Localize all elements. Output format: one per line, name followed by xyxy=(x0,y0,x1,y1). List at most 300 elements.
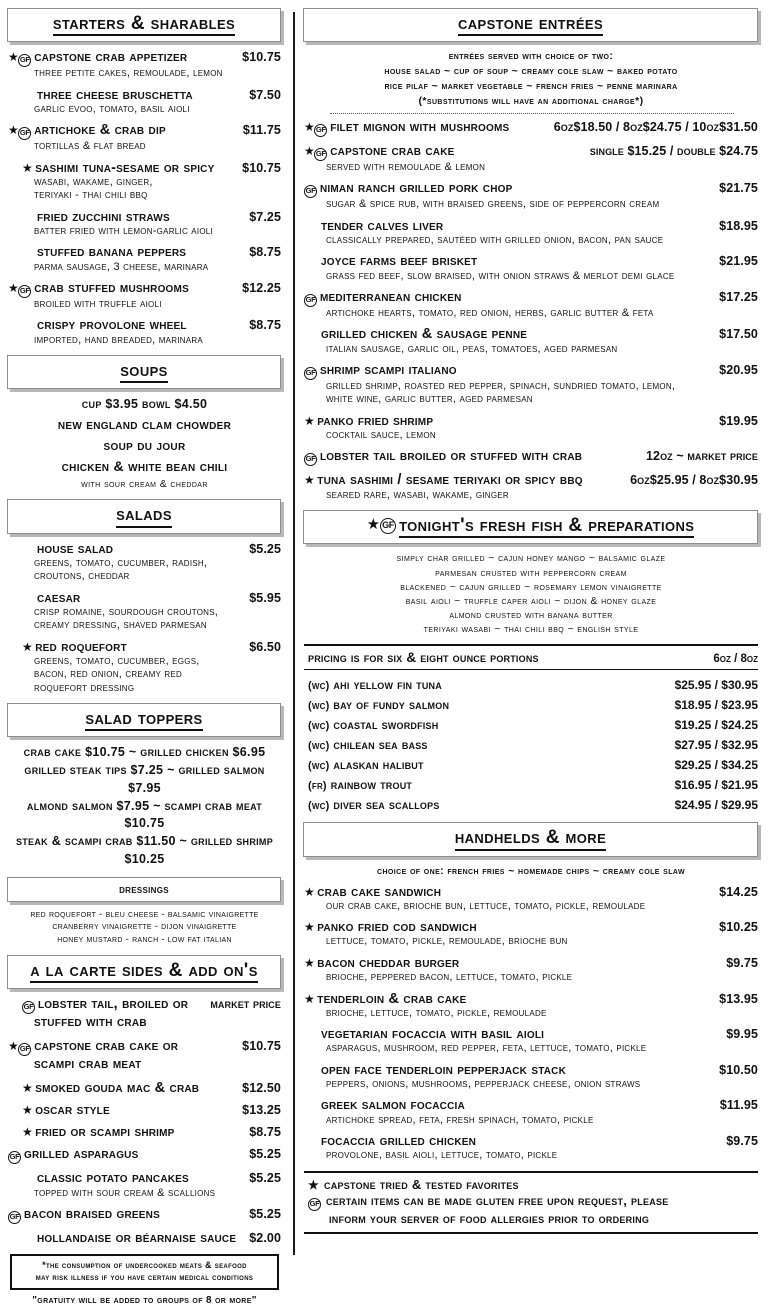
fish-origin-tag: (wc) xyxy=(308,759,330,772)
text-line: parmesan crusted with peppercorn cream xyxy=(435,566,627,579)
menu-item xyxy=(8,590,281,633)
menu-item xyxy=(304,180,758,211)
legend-gf-row-cont xyxy=(308,1211,758,1227)
item-price: $20.95 xyxy=(719,363,758,378)
legend-star-text: capstone tried & tested favorites xyxy=(324,1176,519,1192)
item-description: provolone, basil aioli, lettuce, tomato, pickle xyxy=(326,1149,558,1162)
item-marks xyxy=(304,291,320,307)
item-marks xyxy=(8,641,35,653)
section-header-dressings xyxy=(7,877,281,902)
gluten-free-icon: GF xyxy=(304,453,317,466)
gluten-free-icon: GF xyxy=(304,367,317,380)
fish-row xyxy=(308,674,758,694)
item-name: tender calves liver xyxy=(321,217,444,234)
menu-item xyxy=(304,448,758,466)
fish-origin-tag: (wc) xyxy=(308,799,330,812)
fish-pricing-header xyxy=(308,650,758,665)
menu-item xyxy=(304,1026,758,1056)
dressings-list xyxy=(10,909,279,947)
item-marks xyxy=(8,1104,35,1116)
gluten-free-icon: GF xyxy=(18,127,31,140)
item-name: vegetarian focaccia with basil aioli xyxy=(321,1026,545,1043)
fish-price: $29.25 / $34.25 xyxy=(674,757,758,772)
item-marks xyxy=(304,993,317,1005)
fish-origin-tag: (wc) xyxy=(308,719,330,732)
menu-item-line xyxy=(304,218,758,234)
menu-item-line xyxy=(8,1080,281,1096)
menu-item xyxy=(304,218,758,248)
section-title: capstone entrées xyxy=(458,13,603,36)
menu-item-line xyxy=(8,49,281,67)
section-header-soups xyxy=(7,355,281,389)
entrees-intro xyxy=(306,49,756,109)
menu-item-line xyxy=(8,1230,281,1246)
menu-item-line xyxy=(8,122,281,140)
item-name: bacon cheddar burger xyxy=(317,954,460,971)
section-header-handhelds xyxy=(303,822,758,856)
star-icon: ★ xyxy=(8,50,19,65)
text-line: with sour cream & cheddar xyxy=(81,478,208,491)
section-header-sides xyxy=(7,955,281,989)
item-name: mediterranean chicken xyxy=(320,288,462,305)
section-header-fresh-fish xyxy=(303,510,758,544)
menu-item-line xyxy=(304,119,758,137)
star-icon: ★ xyxy=(22,1102,33,1117)
star-icon: ★ xyxy=(22,1125,33,1140)
menu-item-line xyxy=(304,326,758,342)
item-description: asparagus, mushroom, red pepper, feta, lettuce, tomato, pickle xyxy=(326,1042,647,1055)
section-title: salads xyxy=(116,504,172,527)
fish-name: (fr) rainbow trout xyxy=(308,776,413,792)
menu-item xyxy=(8,1124,281,1140)
item-description: peppers, onions, mushrooms, pepperjack cheese, onion straws xyxy=(326,1078,641,1091)
fish-rule-bottom xyxy=(304,669,758,670)
fish-name: (wc) ahi yellow fin tuna xyxy=(308,676,442,692)
item-marks xyxy=(8,1082,35,1094)
menu-item-line xyxy=(8,160,281,176)
undercooked-warning xyxy=(10,1254,279,1289)
fish-row xyxy=(308,754,758,774)
menu-item xyxy=(8,1170,281,1200)
item-marks xyxy=(304,957,317,969)
entrees-intro-line: house salad ~ cup of soup ~ creamy cole slaw ~ baked potato xyxy=(384,65,678,78)
item-name: shrimp scampi italiano xyxy=(320,362,457,379)
fish-row xyxy=(308,774,758,794)
item-description: greens, tomato, cucumber, radish, xyxy=(34,556,208,569)
fish-price: $18.95 / $23.95 xyxy=(674,697,758,712)
fish-price: $24.95 / $29.95 xyxy=(674,797,758,812)
menu-item-line xyxy=(8,1102,281,1118)
item-price: $9.75 xyxy=(726,955,758,970)
fish-rule-top xyxy=(304,644,758,646)
item-marks xyxy=(304,145,330,161)
right-column xyxy=(300,8,762,1261)
handhelds-intro xyxy=(306,864,756,879)
text-line: simply char grilled ~ cajun honey mango ~ balsamic glaze xyxy=(396,552,666,565)
menu-item-line xyxy=(304,1062,758,1078)
item-name: panko fried cod sandwich xyxy=(317,919,477,936)
star-icon: ★ xyxy=(304,413,315,428)
fish-name: (wc) diver sea scallops xyxy=(308,796,440,812)
item-description: garlic evoo, tomato, basil aioli xyxy=(34,102,190,115)
menu-item xyxy=(8,1206,281,1224)
menu-item-line xyxy=(304,884,758,900)
menu-item-line xyxy=(8,1038,281,1056)
menu-item xyxy=(304,326,758,356)
item-name: crab cake sandwich xyxy=(317,883,442,900)
menu-item-line xyxy=(304,472,758,488)
item-description: brioche, peppered bacon, lettuce, tomato, pickle xyxy=(326,971,573,984)
menu-item-line xyxy=(8,87,281,103)
item-price: $9.95 xyxy=(726,1027,758,1042)
text-line: new england clam chowder xyxy=(57,416,232,433)
item-name: caesar xyxy=(37,589,81,606)
item-price: $8.75 xyxy=(249,1125,281,1140)
item-price: $7.50 xyxy=(249,87,281,102)
item-price: $7.25 xyxy=(249,209,281,224)
entrees-intro-line: entrées served with choice of two: xyxy=(448,50,614,63)
menu-item xyxy=(304,289,758,320)
menu-item xyxy=(8,639,281,695)
fish-row xyxy=(308,794,758,814)
menu-item xyxy=(8,49,281,80)
section-title: handhelds & more xyxy=(455,827,606,850)
gluten-free-icon: GF xyxy=(18,285,31,298)
item-name: classic potato pancakes xyxy=(37,1170,189,1187)
left-column xyxy=(6,8,291,1306)
menu-item xyxy=(8,280,281,311)
text-line: teriyaki wasabi ~ thai chili bbq ~ english style xyxy=(423,623,639,636)
fish-preparations xyxy=(306,551,756,636)
gluten-free-icon: GF xyxy=(8,1151,21,1164)
salad-toppers-list xyxy=(10,744,279,868)
item-price: $19.95 xyxy=(719,413,758,428)
menu-legend xyxy=(308,1177,758,1228)
section-title: dressings xyxy=(119,883,169,896)
menu-item-line xyxy=(304,1097,758,1113)
menu-item xyxy=(8,244,281,274)
item-name: capstone crab cake xyxy=(330,142,455,159)
text-line: chicken & white bean chili xyxy=(61,458,228,475)
item-description: grilled shrimp, roasted red pepper, spinach, sundried tomato, lemon, xyxy=(326,380,676,393)
menu-item xyxy=(304,472,758,502)
menu-item xyxy=(8,1230,281,1246)
star-icon: ★ xyxy=(304,920,315,935)
item-price: single $15.25 / double $24.75 xyxy=(589,143,758,158)
section-title: soups xyxy=(120,360,168,383)
item-name: tuna sashimi / sesame teriyaki or spicy bbq xyxy=(317,472,583,489)
item-description: served with remoulade & lemon xyxy=(326,160,486,173)
item-price: $17.50 xyxy=(719,327,758,342)
gluten-free-icon: GF xyxy=(304,294,317,307)
item-price: $12.50 xyxy=(242,1080,281,1095)
fish-origin-tag: (fr) xyxy=(308,779,327,792)
menu-item xyxy=(8,996,281,1032)
menu-item-line xyxy=(8,1170,281,1186)
item-description: grass fed beef, slow braised, with onion straws & merlot demi glace xyxy=(326,269,675,282)
legend-star-row xyxy=(308,1177,758,1193)
item-price: $21.95 xyxy=(719,254,758,269)
item-name: crab stuffed mushrooms xyxy=(34,280,189,297)
menu-item-line xyxy=(8,1206,281,1224)
item-marks xyxy=(8,998,38,1014)
star-icon: ★ xyxy=(8,281,19,296)
item-name: niman ranch grilled pork chop xyxy=(320,180,513,197)
menu-item xyxy=(8,1038,281,1074)
star-icon: ★ xyxy=(308,1177,320,1192)
item-price: $10.75 xyxy=(242,1039,281,1053)
menu-item-line xyxy=(8,317,281,333)
item-description: brioche, lettuce, tomato, pickle, remoulade xyxy=(326,1006,547,1019)
text-line: cup $3.95 bowl $4.50 xyxy=(81,397,208,412)
menu-item-line xyxy=(8,1124,281,1140)
menu-item xyxy=(304,143,758,174)
fish-header-marks xyxy=(367,516,396,533)
item-name: three cheese bruschetta xyxy=(37,86,193,103)
gluten-free-icon: GF xyxy=(314,124,327,137)
menu-item-line xyxy=(8,996,281,1014)
item-name: lobster tail, broiled or xyxy=(38,996,189,1013)
item-description: italian sausage, garlic oil, peas, tomatoes, aged parmesan xyxy=(326,342,618,355)
item-marks xyxy=(304,474,317,486)
menu-item xyxy=(304,253,758,283)
menu-item-line xyxy=(304,1133,758,1149)
item-name: grilled chicken & sausage penne xyxy=(321,326,528,343)
item-price: 6oz$18.50 / 8oz$24.75 / 10oz$31.50 xyxy=(553,119,758,134)
section-header-salad-toppers xyxy=(7,703,281,737)
item-description: roquefort dressing xyxy=(34,681,135,694)
menu-item-line xyxy=(304,180,758,198)
item-price: $17.25 xyxy=(719,289,758,304)
item-description: seared rare, wasabi, wakame, ginger xyxy=(326,488,509,501)
item-marks xyxy=(8,1208,24,1224)
gluten-free-icon: GF xyxy=(18,1043,31,1056)
text-line: steak & scampi crab $11.50 ~ grilled shrimp $10.25 xyxy=(15,834,274,866)
legend-rule-bottom xyxy=(304,1232,758,1234)
menu-item xyxy=(8,317,281,347)
fish-price: $27.95 / $32.95 xyxy=(674,737,758,752)
item-marks xyxy=(8,1148,24,1164)
item-name: fried or scampi shrimp xyxy=(35,1124,175,1141)
item-name: bacon braised greens xyxy=(24,1206,160,1223)
entrees-intro-line: rice pilaf ~ market vegetable ~ french fries ~ penne marinara xyxy=(384,80,678,93)
text-line: red roquefort - bleu cheese - balsamic vinaigrette xyxy=(30,908,259,920)
star-icon: ★ xyxy=(8,1039,19,1053)
item-price: $10.75 xyxy=(242,160,281,175)
menu-item xyxy=(304,955,758,985)
fish-name: (wc) bay of fundy salmon xyxy=(308,696,450,712)
star-icon: ★ xyxy=(22,1080,33,1095)
menu-item-line xyxy=(8,244,281,260)
item-description: broiled with truffle aioli xyxy=(34,298,162,311)
item-description: our crab cake, brioche bun, lettuce, tomato, pickle, remoulade xyxy=(326,899,646,912)
item-price: $2.00 xyxy=(249,1231,281,1246)
item-price: $10.25 xyxy=(719,920,758,935)
entrees-items xyxy=(304,119,758,502)
item-marks xyxy=(8,1040,34,1056)
gluten-free-icon: GF xyxy=(22,1001,35,1014)
menu-item xyxy=(8,209,281,239)
item-marks xyxy=(8,162,35,174)
item-description: artichoke hearts, tomato, red onion, herbs, garlic butter & feta xyxy=(326,306,654,319)
handhelds-intro-line: choice of one: french fries ~ homemade chips ~ creamy cole slaw xyxy=(377,864,685,877)
fish-origin-tag: (wc) xyxy=(308,699,330,712)
menu-item-line xyxy=(304,253,758,269)
item-name: open face tenderloin pepperjack stack xyxy=(321,1061,567,1078)
item-price: $18.95 xyxy=(719,218,758,233)
item-name: grilled asparagus xyxy=(24,1146,139,1163)
item-marks xyxy=(304,886,317,898)
item-price: market price xyxy=(210,997,281,1012)
gluten-free-icon: GF xyxy=(308,1194,326,1211)
text-line: cranberry vinaigrette - dijon vinaigrette xyxy=(52,921,237,933)
item-marks xyxy=(304,415,317,427)
menu-item xyxy=(8,160,281,203)
menu-item-line xyxy=(304,991,758,1007)
menu-item-line xyxy=(304,955,758,971)
sides-items xyxy=(8,996,281,1246)
item-price: $8.75 xyxy=(249,318,281,333)
dotted-divider xyxy=(330,113,734,114)
item-marks xyxy=(8,51,34,67)
star-icon: ★ xyxy=(366,516,381,534)
section-title: tonight's fresh fish & preparations xyxy=(399,515,694,538)
fish-origin-tag: (wc) xyxy=(308,739,330,752)
item-description: white wine, garlic butter, aged parmesan xyxy=(326,393,533,406)
menu-item-line xyxy=(304,143,758,161)
item-description: cocktail sauce, lemon xyxy=(326,429,436,442)
star-icon: ★ xyxy=(304,955,315,970)
menu-item-line xyxy=(8,639,281,655)
text-line: almond salmon $7.95 ~ scampi crab meat $10.75 xyxy=(26,798,263,831)
fish-row xyxy=(308,734,758,754)
text-line: crab cake $10.75 ~ grilled chicken $6.95 xyxy=(23,745,266,760)
item-price: $9.75 xyxy=(726,1134,758,1149)
fish-row xyxy=(308,694,758,714)
item-name: red roquefort xyxy=(35,638,127,655)
item-price: $11.75 xyxy=(242,123,281,138)
item-description: parma sausage, 3 cheese, marinara xyxy=(34,260,209,273)
item-name: house salad xyxy=(37,540,114,557)
item-name: joyce farms beef brisket xyxy=(321,253,478,270)
menu-item xyxy=(304,119,758,137)
section-title: starters & sharables xyxy=(53,13,235,36)
item-marks xyxy=(8,124,34,140)
item-name: hollandaise or béarnaise sauce xyxy=(37,1230,237,1247)
item-description: crisp romaine, sourdough croutons, xyxy=(34,605,219,618)
menu-item xyxy=(304,884,758,914)
menu-item xyxy=(8,122,281,153)
item-marks xyxy=(304,182,320,198)
gluten-free-icon: GF xyxy=(380,518,396,534)
item-name: smoked gouda mac & crab xyxy=(35,1079,200,1096)
item-description: artichoke spread, feta, fresh spinach, tomato, pickle xyxy=(326,1113,594,1126)
column-divider xyxy=(293,12,295,1255)
menu-item-line xyxy=(8,280,281,298)
item-description: lettuce, tomato, pickle, remoulade, brioche bun xyxy=(326,935,568,948)
item-name: stuffed banana peppers xyxy=(37,244,187,261)
fish-rows xyxy=(302,674,762,814)
star-icon: ★ xyxy=(304,991,315,1006)
legend-gf-row xyxy=(308,1193,758,1211)
item-marks xyxy=(304,121,330,137)
section-header-starters xyxy=(7,8,281,42)
item-price: $5.25 xyxy=(249,1171,281,1186)
item-price: $5.25 xyxy=(249,1147,281,1162)
item-name: artichoke & crab dip xyxy=(34,122,166,139)
item-price: 12oz ~ market price xyxy=(645,449,758,464)
text-line: honey mustard - ranch - low fat italian xyxy=(57,934,232,946)
menu-item xyxy=(304,413,758,443)
item-name: sashimi tuna-sesame or spicy xyxy=(35,159,215,176)
soups-list xyxy=(10,396,279,491)
menu-item xyxy=(8,87,281,117)
section-header-salads xyxy=(7,499,281,533)
menu-item xyxy=(304,919,758,949)
menu-item-line xyxy=(304,413,758,429)
star-icon: ★ xyxy=(22,639,33,654)
star-icon: ★ xyxy=(304,473,315,488)
menu-item xyxy=(304,1133,758,1163)
item-price: $12.25 xyxy=(242,281,281,296)
star-icon: ★ xyxy=(8,123,19,138)
item-price: $11.95 xyxy=(719,1098,758,1113)
legend-rule-top xyxy=(304,1171,758,1173)
item-description: classically prepared, sautéed with grilled onion, bacon, pan sauce xyxy=(326,233,664,246)
star-icon: ★ xyxy=(304,119,315,134)
item-name: filet mignon with mushrooms xyxy=(330,118,510,135)
legend-gf-text-2: inform your server of food allergies prior to ordering xyxy=(329,1210,650,1226)
item-price: $14.25 xyxy=(719,884,758,899)
item-price: $5.25 xyxy=(249,1207,281,1222)
item-marks xyxy=(304,450,320,466)
fish-price: $16.95 / $21.95 xyxy=(674,777,758,792)
handhelds-items xyxy=(304,884,758,1163)
item-description: stuffed with crab xyxy=(34,1014,147,1031)
item-price: $13.95 xyxy=(719,991,758,1006)
item-marks xyxy=(304,364,320,380)
item-price: $10.50 xyxy=(719,1062,758,1077)
item-description: bacon, red onion, creamy red xyxy=(34,668,183,681)
section-header-entrees xyxy=(303,8,758,42)
menu-item xyxy=(304,1062,758,1092)
menu-item-line xyxy=(8,590,281,606)
fish-row xyxy=(308,714,758,734)
legend-gf-text: certain items can be made gluten free upon request, please xyxy=(326,1192,669,1208)
star-icon: ★ xyxy=(22,160,33,175)
item-description: scampi crab meat xyxy=(34,1056,142,1072)
menu-item xyxy=(8,1080,281,1096)
item-description: croutons, cheddar xyxy=(34,570,130,583)
star-icon: ★ xyxy=(304,884,315,899)
menu-item-line xyxy=(304,919,758,935)
menu-item xyxy=(304,991,758,1021)
item-name: capstone crab cake or xyxy=(34,1038,179,1054)
item-description: greens, tomato, cucumber, eggs, xyxy=(34,654,200,667)
warning-line: may risk illness if you have certain medical conditions xyxy=(35,1272,254,1283)
item-name: tenderloin & crab cake xyxy=(317,990,467,1007)
menu-item-line xyxy=(304,448,758,466)
item-marks xyxy=(304,921,317,933)
item-name: panko fried shrimp xyxy=(317,412,434,429)
fish-name: (wc) alaskan halibut xyxy=(308,756,424,772)
item-marks xyxy=(8,1126,35,1138)
menu-item xyxy=(304,1097,758,1127)
menu-item-line xyxy=(8,541,281,557)
gluten-free-icon: GF xyxy=(8,1211,21,1224)
item-description: topped with sour cream & scallions xyxy=(34,1186,216,1199)
item-price: $5.25 xyxy=(249,541,281,556)
